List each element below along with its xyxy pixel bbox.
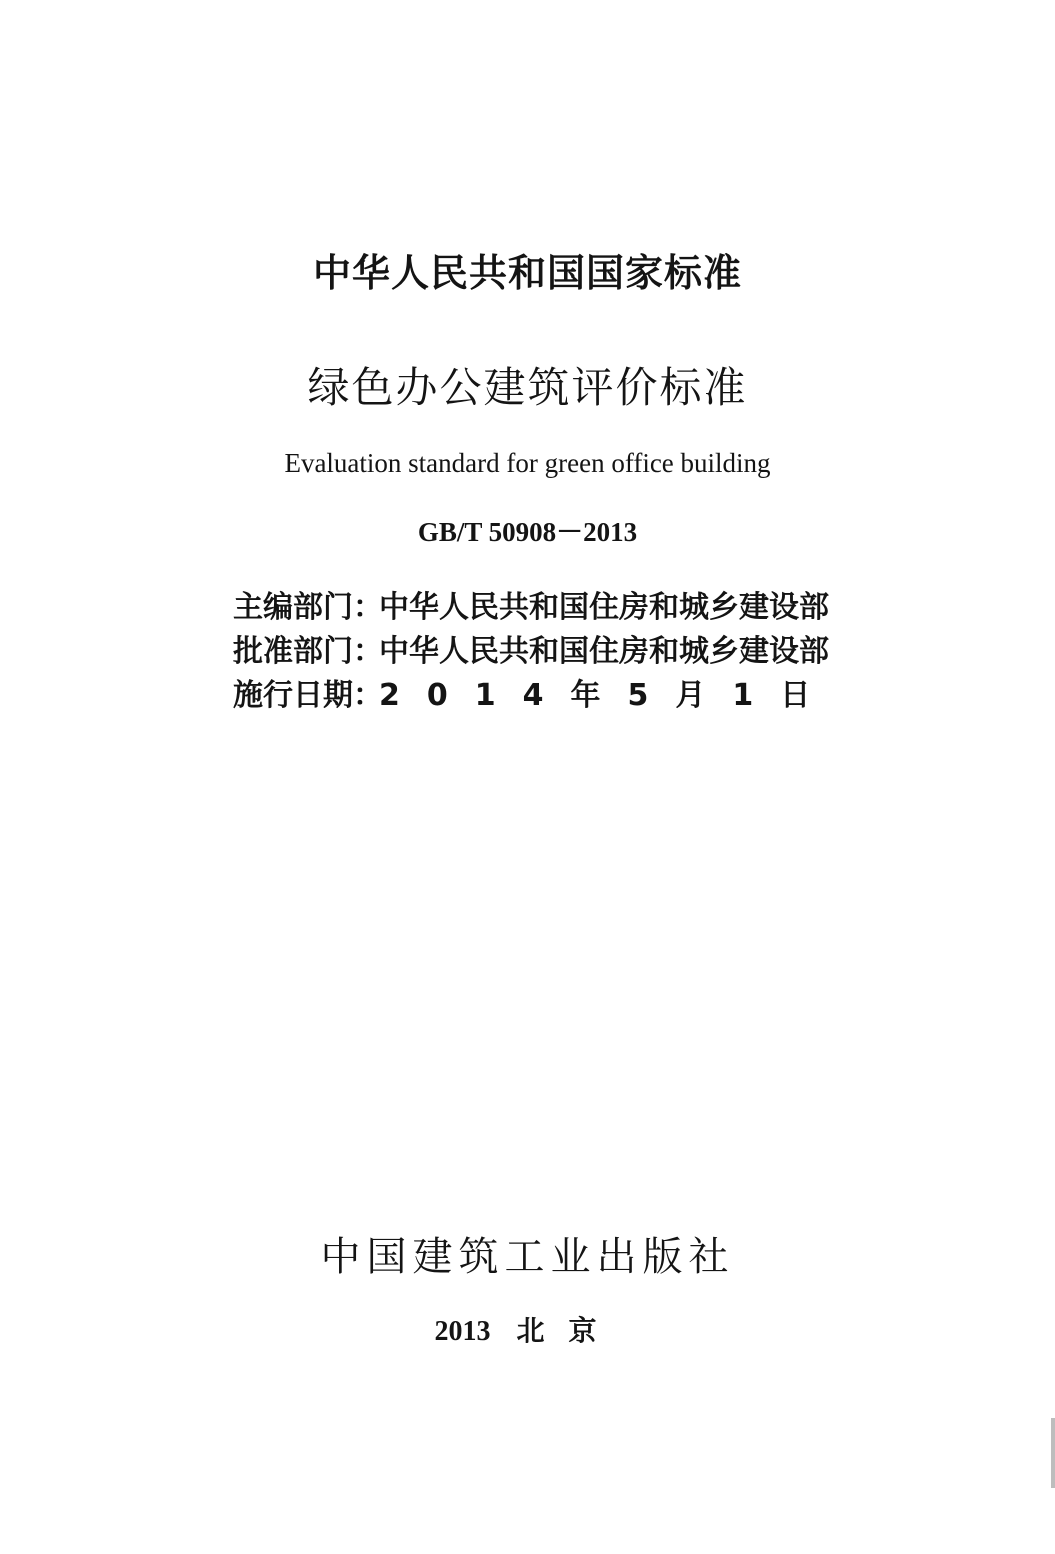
standard-title-english: Evaluation standard for green office building xyxy=(284,448,771,478)
approver-row xyxy=(233,632,833,672)
publication-year: 2013 xyxy=(434,1316,491,1347)
page-edge-mark xyxy=(1051,1418,1055,1488)
chief-editor-row xyxy=(233,588,833,628)
approver-value: 中华人民共和国住房和城乡建设部 xyxy=(379,634,829,669)
effective-date-value: 2014年5月1日 xyxy=(379,678,838,713)
standard-code: GB/T 50908－2013 xyxy=(417,517,638,547)
publication-city: 北京 xyxy=(516,1314,621,1347)
national-standard-heading: 中华人民共和国国家标准 xyxy=(312,251,742,295)
effective-date-row xyxy=(233,676,838,716)
chief-editor-value: 中华人民共和国住房和城乡建设部 xyxy=(379,590,829,625)
approver-label: 批准部门： xyxy=(233,634,383,669)
standard-title-chinese: 绿色办公建筑评价标准 xyxy=(307,363,748,412)
effective-date-label: 施行日期： xyxy=(233,678,383,713)
publication-line xyxy=(0,1313,1055,1350)
publisher-name: 中国建筑工业出版社 xyxy=(320,1234,735,1280)
chief-editor-label: 主编部门： xyxy=(233,590,383,625)
